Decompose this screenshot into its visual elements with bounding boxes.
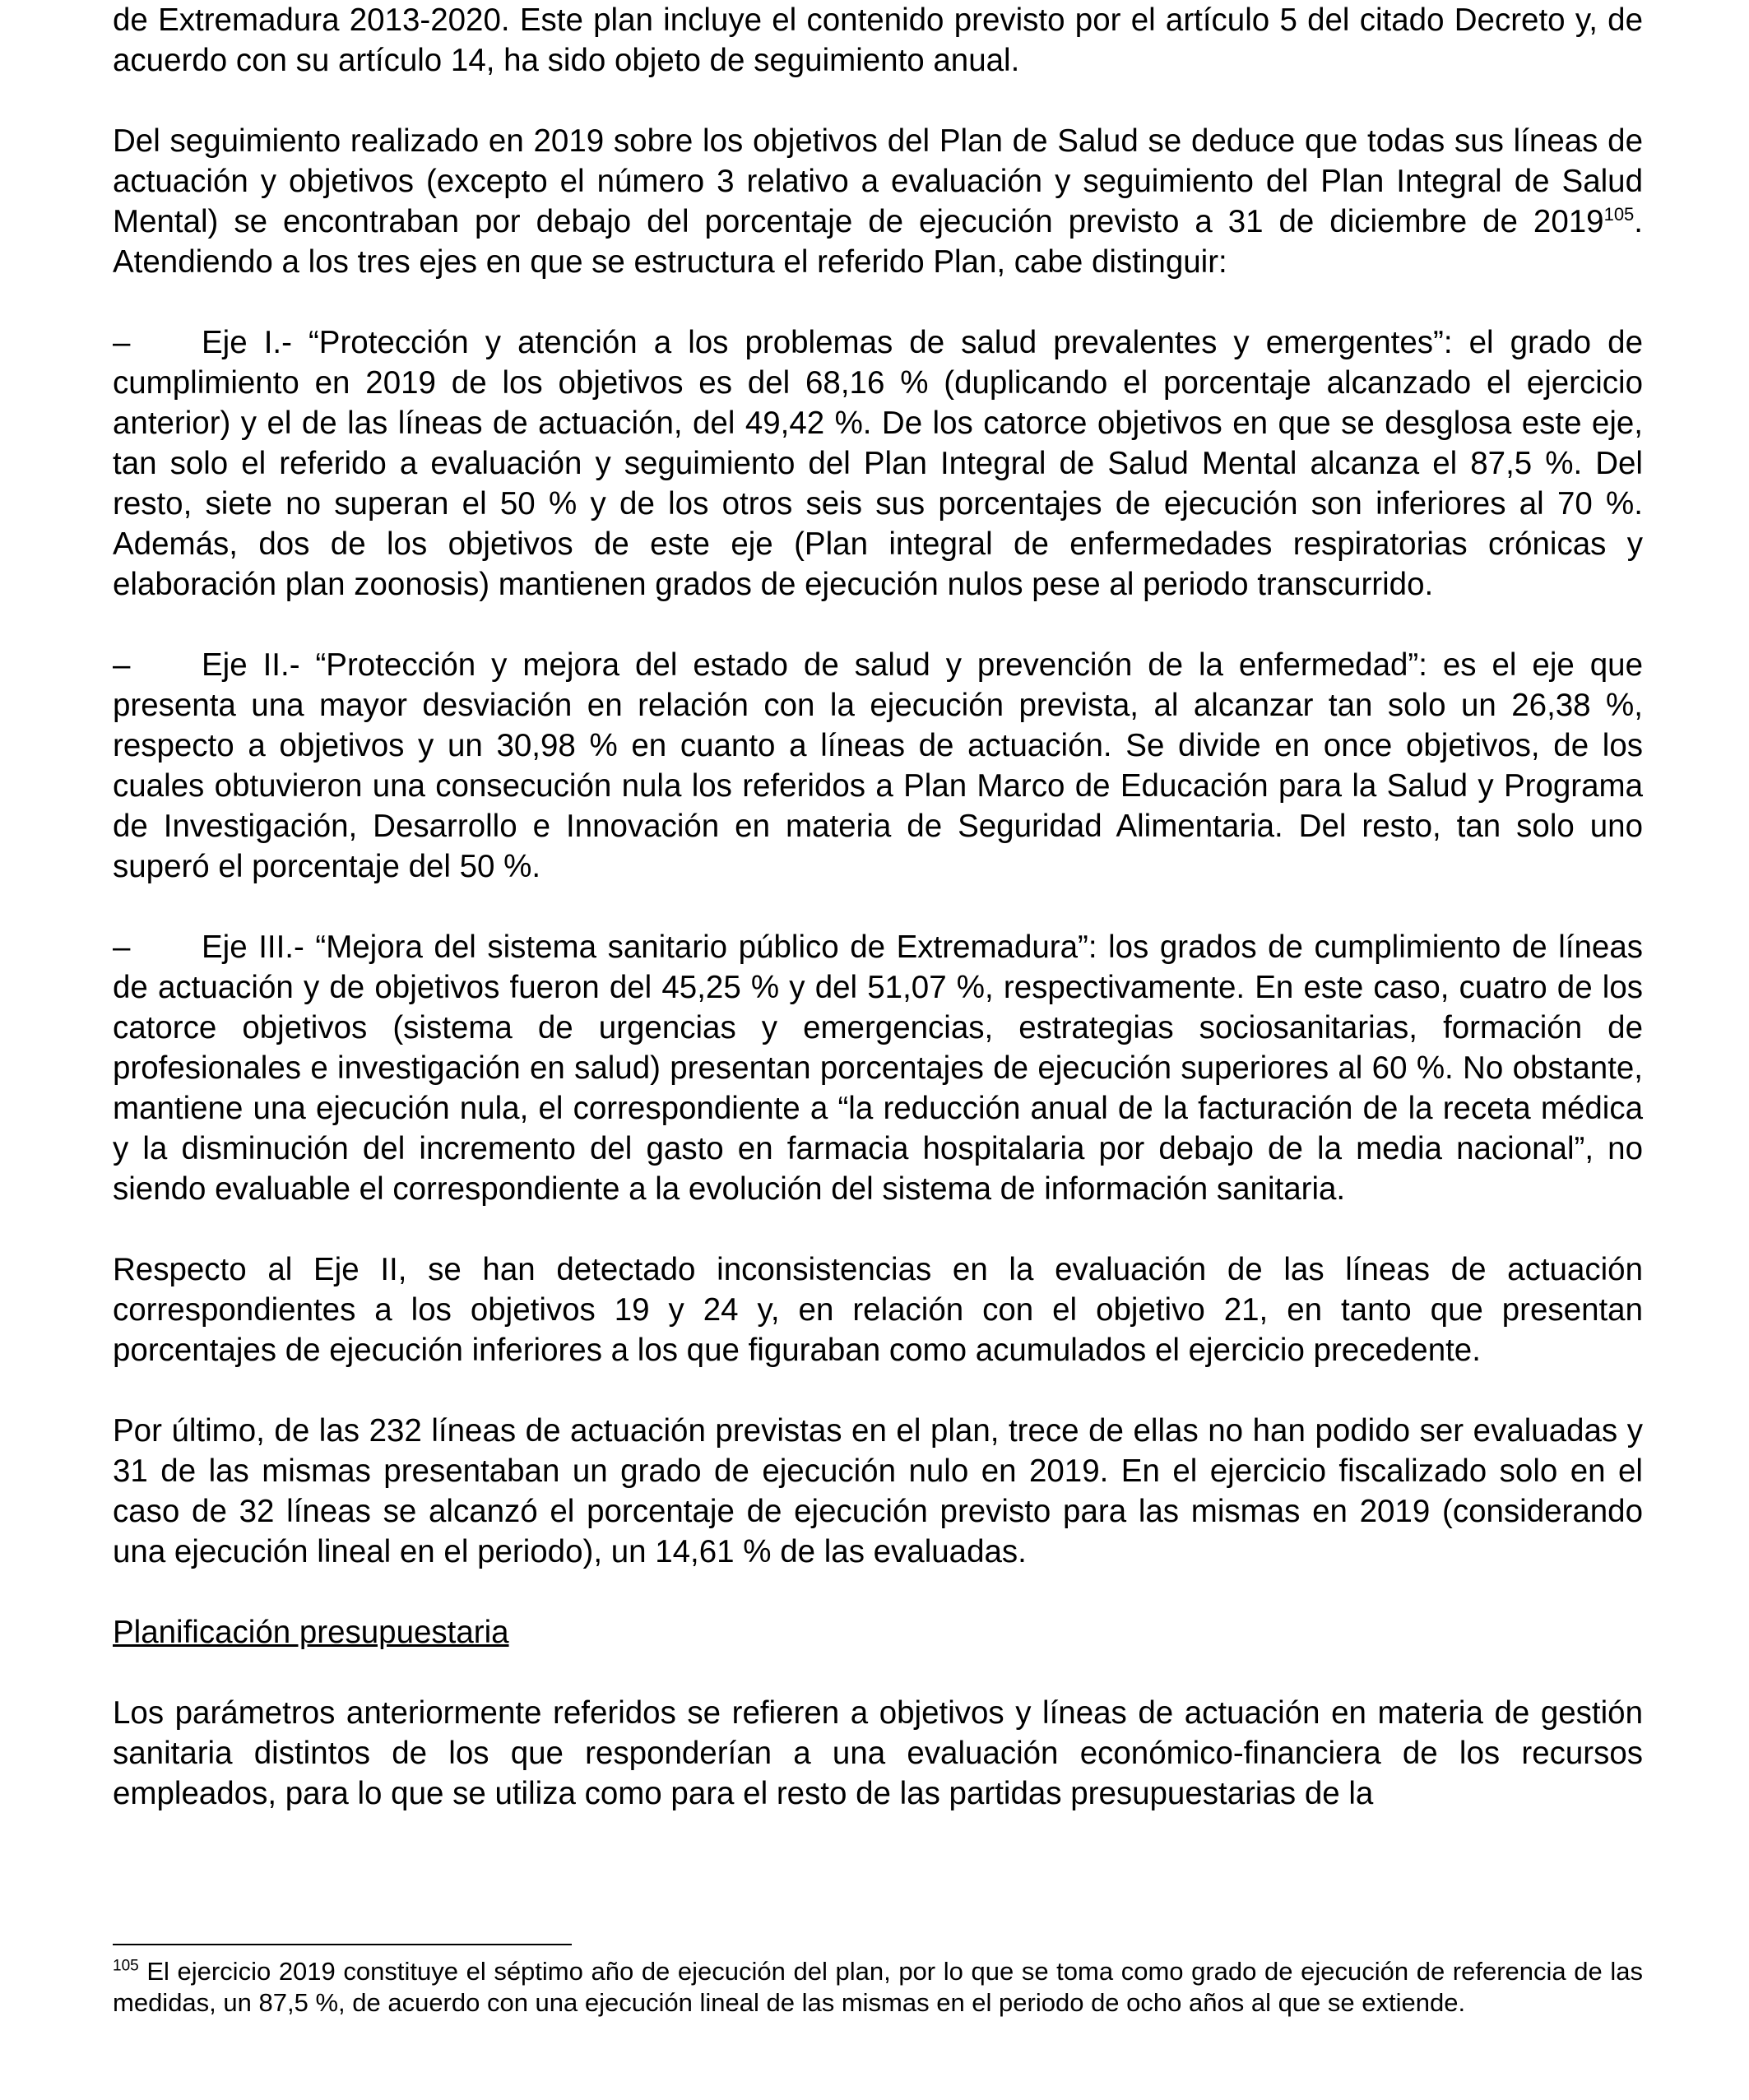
footnote-text: El ejercicio 2019 constituye el séptimo año de ejecución del plan, por lo que se toma como grado de ejecución de referencia de las medidas, un 87,5 %, de acuerdo con una ejecución lineal de las mismas en el periodo de ocho años al que se extiende. — [113, 1957, 1643, 2017]
paragraph-planificacion: Los parámetros anteriormente referidos se refieren a objetivos y líneas de actuación en materia de gestión sanitaria distintos de los que responderían a una evaluación económico-financiera de los recursos empleados, para lo que se utiliza como para el resto de las partidas presupuestarias de la — [113, 1695, 1643, 1811]
list-item-eje-2 — [113, 645, 1643, 887]
footnote-number: 105 — [113, 1957, 139, 1975]
list-item-eje-1 — [113, 322, 1643, 605]
section-heading-planificacion: Planificación presupuestaria — [113, 1615, 509, 1650]
bullet-dash: – — [113, 929, 131, 965]
footnote-separator — [113, 1944, 572, 1945]
paragraph-eje-2-inconsistencias: Respecto al Eje II, se han detectado inconsistencias en la evaluación de las líneas de actuación correspondientes a los objetivos 19 y 24 y, en relación con el objetivo 21, en tanto que presentan porcentajes de ejecución inferiores a los que figuraban como acumulados el ejercicio precedente. — [113, 1252, 1643, 1368]
paragraph-seguimiento-text: Del seguimiento realizado en 2019 sobre los objetivos del Plan de Salud se deduce que todas sus líneas de actuación y objetivos (excepto el número 3 relativo a evaluación y seguimiento del Plan Integral de Salud Mental) se encontraban por debajo del porcentaje de ejecución previsto a 31 de diciembre de 2019 — [113, 123, 1643, 239]
footnote-105 — [113, 1956, 1643, 2019]
footnote-reference[interactable]: 105 — [1603, 204, 1635, 225]
bullet-dash: – — [113, 325, 131, 360]
list-item-eje-2-text: Eje II.- “Protección y mejora del estado de salud y prevención de la enfermedad”: es el eje que presenta una mayor desviación en relación con la ejecución prevista, al alcanzar tan solo un 26,38 %, respecto a objetivos y un 30,98 % en cuanto a líneas de actuación. Se divide en once objetivos, de los cuales obtuvieron una consecución nula los referidos a Plan Marco de Educación para la Salud y Programa de Investigación, Desarrollo e Innovación en materia de Seguridad Alimentaria. Del resto, tan solo uno superó el porcentaje del 50 %. — [113, 647, 1643, 884]
paragraph-seguimiento-tail: . Atendiendo a los tres ejes en que se estructura el referido Plan, cabe distinguir: — [113, 204, 1643, 280]
paragraph-intro-continuation: de Extremadura 2013-2020. Este plan incluye el contenido previsto por el artículo 5 del citado Decreto y, de acuerdo con su artículo 14, ha sido objeto de seguimiento anual. — [113, 2, 1643, 78]
paragraph-seguimiento — [113, 121, 1643, 282]
list-item-eje-3 — [113, 927, 1643, 1209]
paragraph-lineas-actuacion: Por último, de las 232 líneas de actuación previstas en el plan, trece de ellas no han podido ser evaluadas y 31 de las mismas presentaban un grado de ejecución nulo en 2019. En el ejercicio fiscalizado solo en el caso de 32 líneas se alcanzó el porcentaje de ejecución previsto para las mismas en 2019 (considerando una ejecución lineal en el periodo), un 14,61 % de las evaluadas. — [113, 1413, 1643, 1569]
list-item-eje-1-text: Eje I.- “Protección y atención a los problemas de salud prevalentes y emergentes”: el grado de cumplimiento en 2019 de los objetivos es del 68,16 % (duplicando el porcentaje alcanzado el ejercicio anterior) y el de las líneas de actuación, del 49,42 %. De los catorce objetivos en que se desglosa este eje, tan solo el referido a evaluación y seguimiento del Plan Integral de Salud Mental alcanza el 87,5 %. Del resto, siete no superan el 50 % y de los otros seis sus porcentajes de ejecución son inferiores al 70 %. Además, dos de los objetivos de este eje (Plan integral de enfermedades respiratorias crónicas y elaboración plan zoonosis) mantienen grados de ejecución nulos pese al periodo transcurrido. — [113, 325, 1643, 602]
list-item-eje-3-text: Eje III.- “Mejora del sistema sanitario público de Extremadura”: los grados de cumplimiento de líneas de actuación y de objetivos fueron del 45,25 % y del 51,07 %, respectivamente. En este caso, cuatro de los catorce objetivos (sistema de urgencias y emergencias, estrategias sociosanitarias, formación de profesionales e investigación en salud) presentan porcentajes de ejecución superiores al 60 %. No obstante, mantiene una ejecución nula, el correspondiente a “la reducción anual de la facturación de la receta médica y la disminución del incremento del gasto en farmacia hospitalaria por debajo de la media nacional”, no siendo evaluable el correspondiente a la evolución del sistema de información sanitaria. — [113, 929, 1643, 1207]
document-page — [113, 0, 1643, 1814]
bullet-dash: – — [113, 647, 131, 683]
